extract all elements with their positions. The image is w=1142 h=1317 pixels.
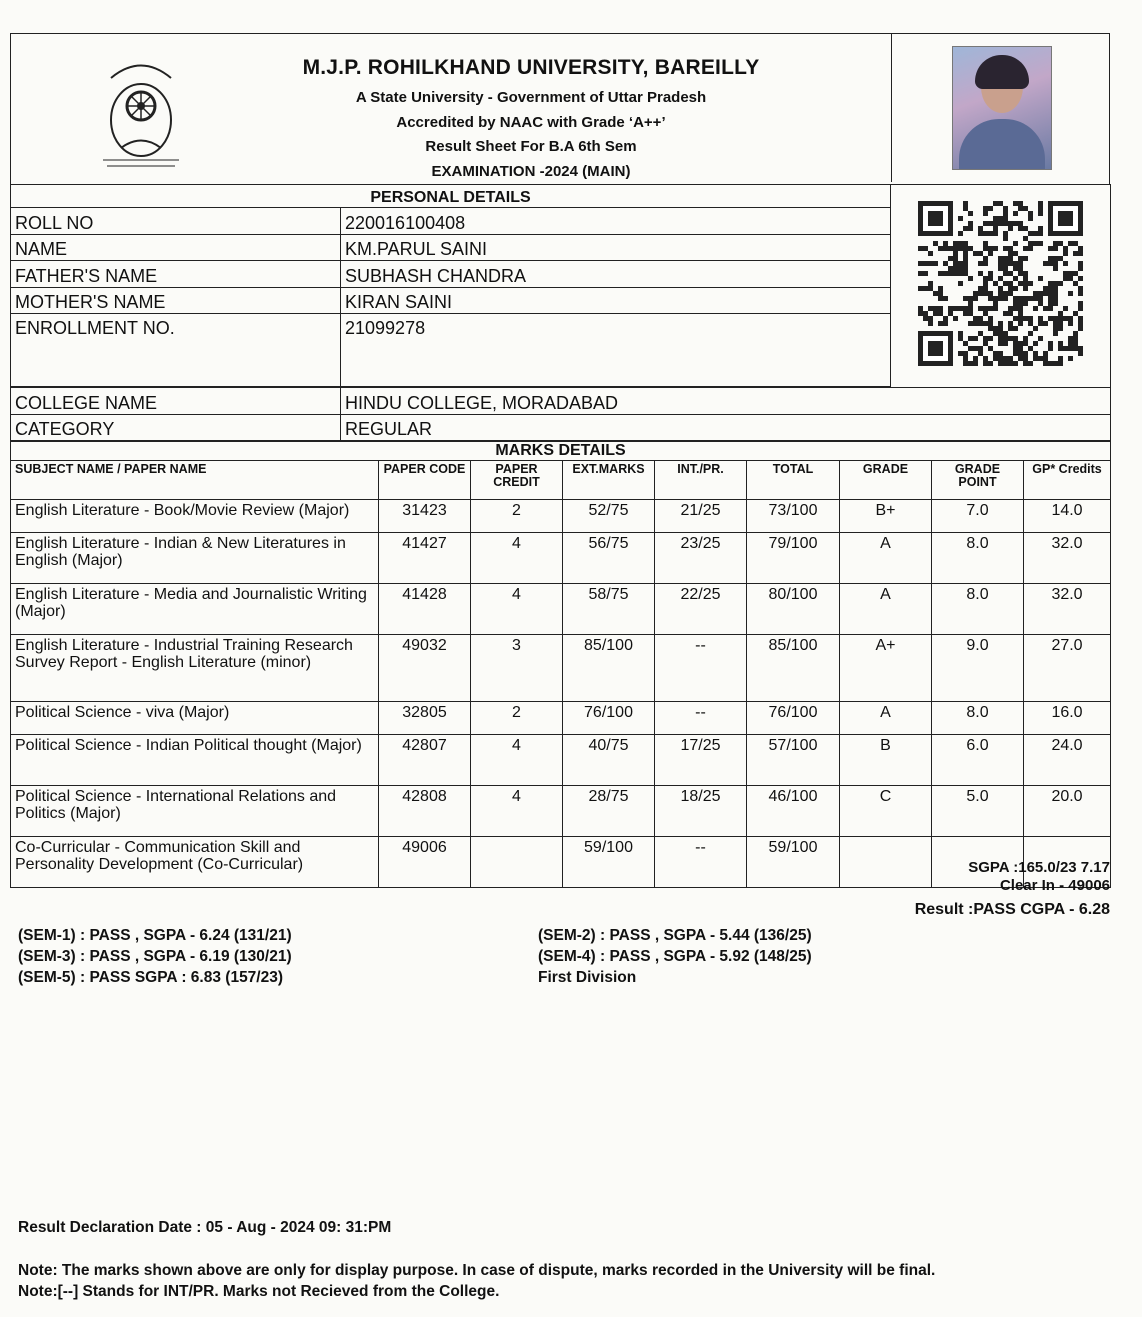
qr-code[interactable] xyxy=(891,185,1111,388)
result-sheet xyxy=(10,33,1110,888)
student-photo xyxy=(891,34,1110,182)
cell-gp: 8.0 xyxy=(932,584,1024,635)
cell-code: 49006 xyxy=(379,837,471,888)
cell-ext: 59/100 xyxy=(563,837,655,888)
cell-subject: Political Science - Indian Political thought (Major) xyxy=(11,735,379,786)
cell-total: 46/100 xyxy=(747,786,840,837)
cell-gp: 9.0 xyxy=(932,635,1024,702)
personal-details-table xyxy=(10,184,1111,441)
cell-int: -- xyxy=(655,837,747,888)
cell-int: 22/25 xyxy=(655,584,747,635)
cell-subject: Political Science - viva (Major) xyxy=(11,702,379,735)
cell-ext: 28/75 xyxy=(563,786,655,837)
cell-ext: 58/75 xyxy=(563,584,655,635)
category-value: REGULAR xyxy=(341,414,1111,441)
cell-gpc: 24.0 xyxy=(1024,735,1111,786)
cell-credit: 4 xyxy=(471,786,563,837)
cell-credit: 4 xyxy=(471,533,563,584)
marks-row xyxy=(11,584,1111,635)
division: First Division xyxy=(538,969,637,986)
header-code: PAPER CODE xyxy=(379,461,471,500)
marks-row xyxy=(11,635,1111,702)
sem-4-result: (SEM-4) : PASS , SGPA - 5.92 (148/25) xyxy=(538,948,812,965)
marks-header-row xyxy=(11,461,1111,500)
cell-subject: English Literature - Book/Movie Review (Major) xyxy=(11,500,379,533)
cell-int: 21/25 xyxy=(655,500,747,533)
college-value: HINDU COLLEGE, MORADABAD xyxy=(341,388,1111,415)
cell-total: 85/100 xyxy=(747,635,840,702)
semester-results-right xyxy=(538,925,812,988)
cell-subject: Political Science - International Relations and Politics (Major) xyxy=(11,786,379,837)
marks-row xyxy=(11,735,1111,786)
header-line-3: Result Sheet For B.A 6th Sem xyxy=(425,138,637,155)
cell-subject: English Literature - Industrial Training Research Survey Report - English Literature (minor) xyxy=(11,635,379,702)
header-int: INT./PR. xyxy=(655,461,747,500)
cell-ext: 40/75 xyxy=(563,735,655,786)
cell-gpc: 14.0 xyxy=(1024,500,1111,533)
cell-gp: 7.0 xyxy=(932,500,1024,533)
cell-int: 17/25 xyxy=(655,735,747,786)
name-value: KM.PARUL SAINI xyxy=(341,234,891,261)
cell-total: 59/100 xyxy=(747,837,840,888)
cell-code: 32805 xyxy=(379,702,471,735)
sem-2-result: (SEM-2) : PASS , SGPA - 5.44 (136/25) xyxy=(538,927,812,944)
cell-int: 18/25 xyxy=(655,786,747,837)
cell-grade: C xyxy=(840,786,932,837)
cell-subject: English Literature - Media and Journalistic Writing (Major) xyxy=(11,584,379,635)
header-total: TOTAL xyxy=(747,461,840,500)
personal-details-title: PERSONAL DETAILS xyxy=(11,185,891,208)
note-int-pr: Note:[--] Stands for INT/PR. Marks not Recieved from the College. xyxy=(18,1283,500,1300)
marks-details-table xyxy=(10,441,1111,888)
sem-5-result: (SEM-5) : PASS SGPA : 6.83 (157/23) xyxy=(18,969,284,986)
cell-total: 76/100 xyxy=(747,702,840,735)
cell-int: -- xyxy=(655,635,747,702)
name-label: NAME xyxy=(11,234,341,261)
father-value: SUBHASH CHANDRA xyxy=(341,261,891,288)
college-label: COLLEGE NAME xyxy=(11,388,341,415)
roll-value: 220016100408 xyxy=(341,208,891,235)
marks-row xyxy=(11,786,1111,837)
cell-gp: 8.0 xyxy=(932,533,1024,584)
cell-credit: 4 xyxy=(471,584,563,635)
sem-3-result: (SEM-3) : PASS , SGPA - 6.19 (130/21) xyxy=(18,948,292,965)
marks-details-title: MARKS DETAILS xyxy=(11,442,1111,461)
cell-grade: A xyxy=(840,584,932,635)
cell-grade: B+ xyxy=(840,500,932,533)
cell-total: 57/100 xyxy=(747,735,840,786)
note-display-purpose: Note: The marks shown above are only for display purpose. In case of dispute, marks recorded in the University will be final. xyxy=(18,1262,936,1279)
cell-credit: 4 xyxy=(471,735,563,786)
cell-grade: B xyxy=(840,735,932,786)
category-label: CATEGORY xyxy=(11,414,341,441)
enroll-value: 21099278 xyxy=(341,314,891,387)
cell-total: 80/100 xyxy=(747,584,840,635)
cell-ext: 52/75 xyxy=(563,500,655,533)
cell-ext: 76/100 xyxy=(563,702,655,735)
notes xyxy=(18,1260,935,1302)
header-subject: SUBJECT NAME / PAPER NAME xyxy=(11,461,379,500)
cell-gpc: 16.0 xyxy=(1024,702,1111,735)
cell-code: 41427 xyxy=(379,533,471,584)
mother-value: KIRAN SAINI xyxy=(341,287,891,314)
roll-label: ROLL NO xyxy=(11,208,341,235)
university-emblem-icon xyxy=(81,48,201,168)
header-gpc: GP* Credits xyxy=(1024,461,1111,500)
cell-total: 73/100 xyxy=(747,500,840,533)
marks-row xyxy=(11,533,1111,584)
cell-int: 23/25 xyxy=(655,533,747,584)
cell-code: 42808 xyxy=(379,786,471,837)
cell-code: 42807 xyxy=(379,735,471,786)
cell-code: 41428 xyxy=(379,584,471,635)
cell-credit xyxy=(471,837,563,888)
header-grade: GRADE xyxy=(840,461,932,500)
cell-credit: 3 xyxy=(471,635,563,702)
header xyxy=(10,33,1110,184)
qr-code-icon xyxy=(916,199,1086,369)
cell-int: -- xyxy=(655,702,747,735)
marks-row xyxy=(11,500,1111,533)
cell-credit: 2 xyxy=(471,702,563,735)
clear-in-value: Clear In - 49006 xyxy=(999,877,1110,894)
result-summary xyxy=(915,859,1110,919)
mother-label: MOTHER'S NAME xyxy=(11,287,341,314)
cell-gpc: 32.0 xyxy=(1024,533,1111,584)
sem-1-result: (SEM-1) : PASS , SGPA - 6.24 (131/21) xyxy=(18,927,292,944)
cell-ext: 56/75 xyxy=(563,533,655,584)
semester-results-left xyxy=(18,925,292,988)
header-gp: GRADE POINT xyxy=(932,461,1024,500)
header-credit: PAPER CREDIT xyxy=(471,461,563,500)
header-line-1: A State University - Government of Uttar Pradesh xyxy=(355,89,707,106)
cell-gp: 5.0 xyxy=(932,786,1024,837)
cell-ext: 85/100 xyxy=(563,635,655,702)
cell-subject: Co-Curricular - Communication Skill and Personality Development (Co-Curricular) xyxy=(11,837,379,888)
result-cgpa: Result :PASS CGPA - 6.28 xyxy=(914,901,1110,918)
cell-code: 49032 xyxy=(379,635,471,702)
cell-gpc: 27.0 xyxy=(1024,635,1111,702)
cell-code: 31423 xyxy=(379,500,471,533)
cell-grade: A xyxy=(840,533,932,584)
cell-gp: 8.0 xyxy=(932,702,1024,735)
cell-gpc: 32.0 xyxy=(1024,584,1111,635)
cell-grade: A+ xyxy=(840,635,932,702)
cell-total: 79/100 xyxy=(747,533,840,584)
cell-gp: 6.0 xyxy=(932,735,1024,786)
sgpa-value: SGPA :165.0/23 7.17 xyxy=(968,859,1110,876)
result-declaration-date: Result Declaration Date : 05 - Aug - 2024 09: 31:PM xyxy=(18,1219,392,1236)
header-line-2: Accredited by NAAC with Grade ‘A++’ xyxy=(396,113,666,131)
cell-gpc: 20.0 xyxy=(1024,786,1111,837)
header-line-4: EXAMINATION -2024 (MAIN) xyxy=(431,162,631,180)
header-ext: EXT.MARKS xyxy=(563,461,655,500)
enroll-label: ENROLLMENT NO. xyxy=(11,314,341,387)
cell-subject: English Literature - Indian & New Literatures in English (Major) xyxy=(11,533,379,584)
father-label: FATHER'S NAME xyxy=(11,261,341,288)
cell-grade: A xyxy=(840,702,932,735)
marks-row xyxy=(11,702,1111,735)
cell-credit: 2 xyxy=(471,500,563,533)
university-name: M.J.P. ROHILKHAND UNIVERSITY, BAREILLY xyxy=(302,56,760,79)
